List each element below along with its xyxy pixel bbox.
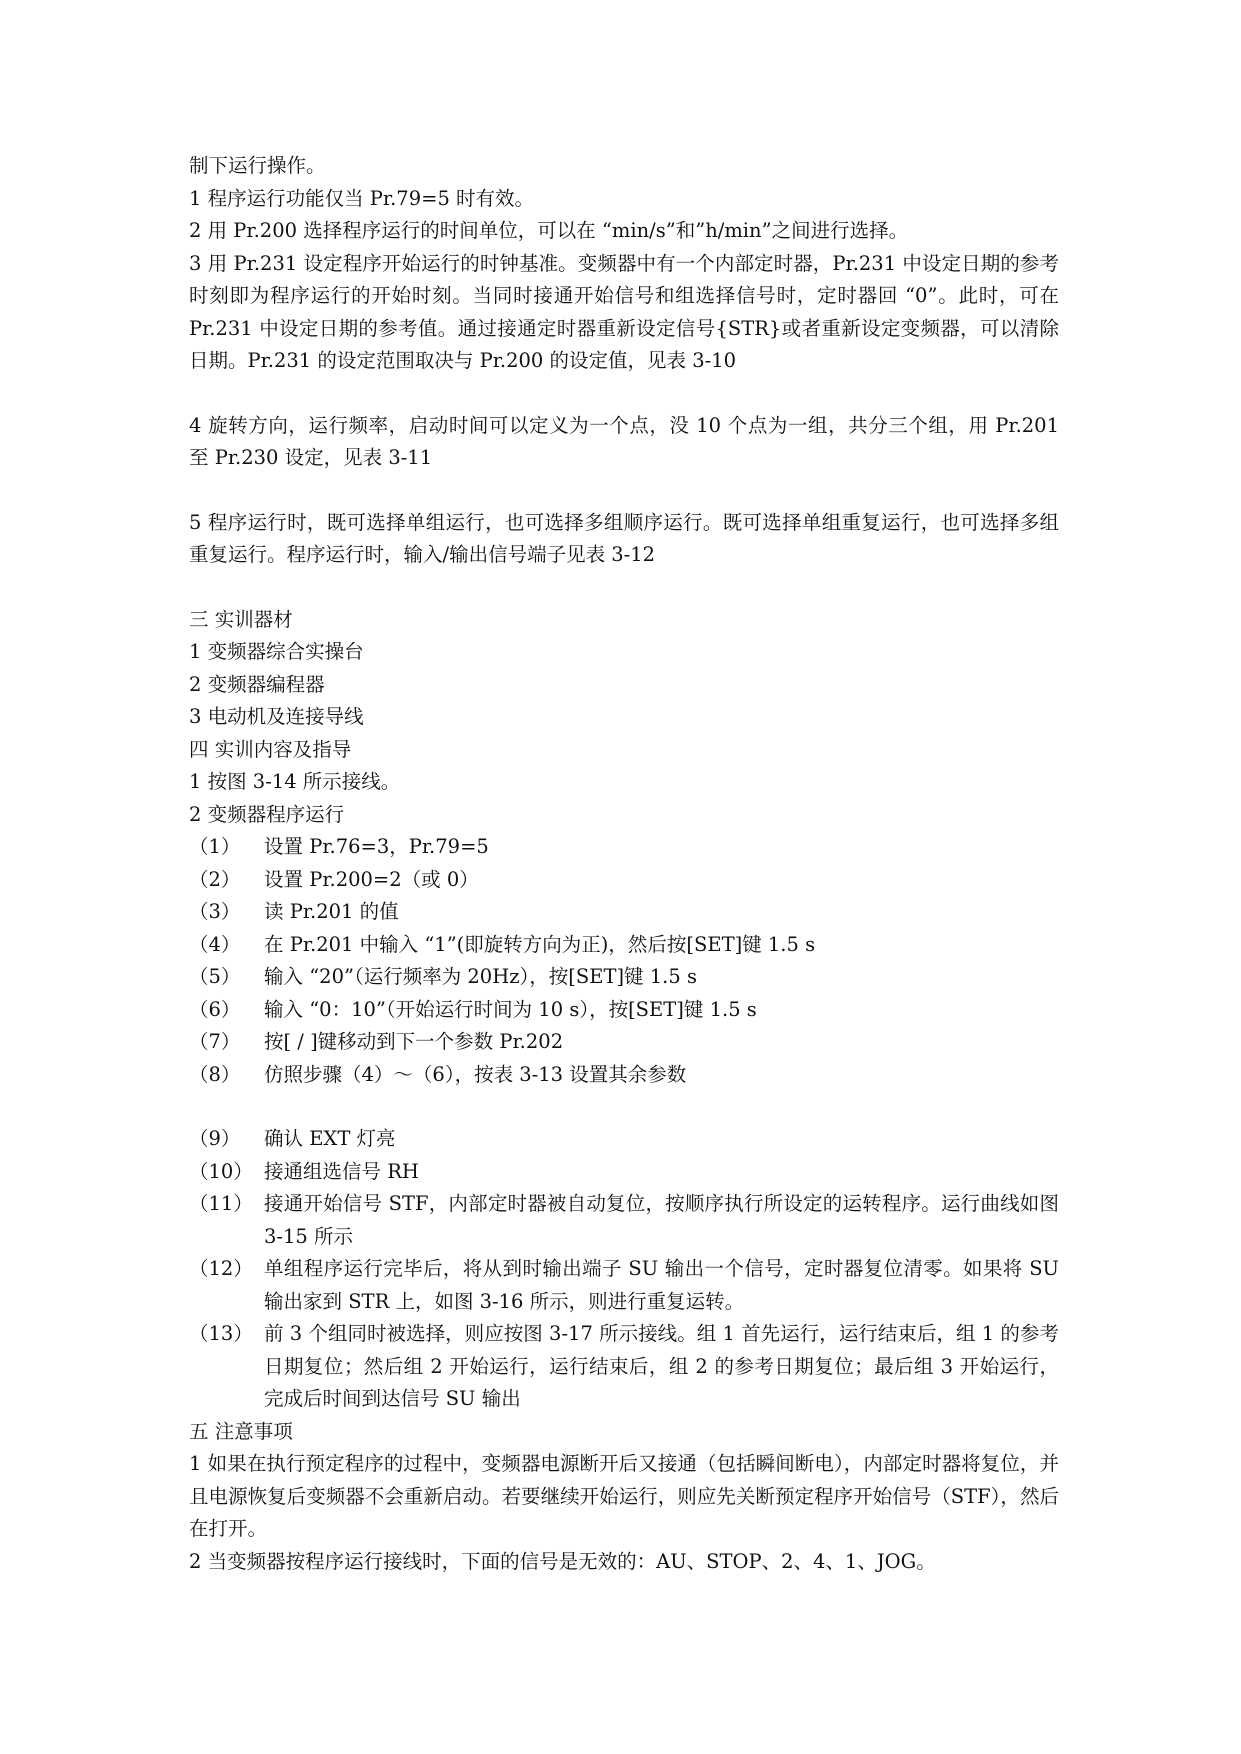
blank-line bbox=[189, 572, 1059, 604]
content-item: 2 变频器程序运行 bbox=[189, 802, 345, 826]
step-number: （7） bbox=[189, 1030, 241, 1053]
blank-line bbox=[189, 1091, 1059, 1123]
section-heading-notes: 五 注意事项 bbox=[189, 1419, 293, 1443]
step-item bbox=[189, 994, 1059, 1027]
step-text: 确认 EXT 灯亮 bbox=[264, 1127, 396, 1150]
step-text: 设置 Pr.200=2（或 0） bbox=[264, 867, 479, 891]
step-text: 设置 Pr.76=3，Pr.79=5 bbox=[264, 835, 489, 858]
step-text: 按[ / ]键移动到下一个参数 Pr.202 bbox=[264, 1030, 564, 1053]
step-number: （9） bbox=[189, 1127, 241, 1150]
step-item bbox=[189, 929, 1059, 962]
step-item bbox=[189, 831, 1059, 864]
blank-line bbox=[189, 475, 1059, 507]
intro-item-3: 3 用 Pr.231 设定程序开始运行的时钟基准。变频器中有一个内部定时器，Pr.231 中设定日期的参考时刻即为程序运行的开始时刻。当同时接通开始信号和组选择信号时，定时器回 “0”。此时，可在 Pr.231 中设定日期的参考值。通过接通定时器重新设定信号{STR}或者重新设定变频器，可以清除日期。Pr.231 的设定范围取决与 Pr.200 的设定值，见表 3-10 bbox=[189, 251, 1059, 372]
equipment-item: 3 电动机及连接导线 bbox=[189, 705, 364, 728]
equipment-item: 2 变频器编程器 bbox=[189, 672, 325, 696]
intro-continuation: 制下运行操作。 bbox=[189, 154, 326, 177]
content-item: 1 按图 3-14 所示接线。 bbox=[189, 770, 401, 793]
step-number: （3） bbox=[189, 900, 241, 923]
step-item bbox=[189, 864, 1059, 897]
step-text: 单组程序运行完毕后，将从到时输出端子 SU 输出一个信号，定时器复位清零。如果将 SU 输出家到 STR 上，如图 3-16 所示，则进行重复运转。 bbox=[264, 1257, 1059, 1313]
section-heading-equipment: 三 实训器材 bbox=[189, 607, 293, 631]
step-text: 接通组选信号 RH bbox=[264, 1159, 419, 1183]
step-number: （1） bbox=[189, 835, 241, 858]
step-text: 仿照步骤（4）～（6），按表 3-13 设置其余参数 bbox=[264, 1062, 687, 1086]
step-item bbox=[189, 1156, 1059, 1189]
step-text: 在 Pr.201 中输入 “1”(即旋转方向为正)，然后按[SET]键 1.5 s bbox=[264, 932, 816, 956]
equipment-item: 1 变频器综合实操台 bbox=[189, 640, 364, 663]
step-number: （11） bbox=[189, 1192, 253, 1215]
step-item bbox=[189, 1123, 1059, 1156]
step-item bbox=[189, 1253, 1059, 1318]
note-item: 1 如果在执行预定程序的过程中，变频器电源断开后又接通（包括瞬间断电），内部定时器将复位，并且电源恢复后变频器不会重新启动。若要继续开始运行，则应先关断预定程序开始信号（STF），然后在打开。 bbox=[189, 1452, 1059, 1540]
step-number: （13） bbox=[189, 1322, 253, 1345]
intro-item-5: 5 程序运行时，既可选择单组运行，也可选择多组顺序运行。既可选择单组重复运行，也可选择多组重复运行。程序运行时，输入/输出信号端子见表 3-12 bbox=[189, 510, 1059, 566]
step-number: （12） bbox=[189, 1257, 253, 1280]
step-text: 前 3 个组同时被选择，则应按图 3-17 所示接线。组 1 首先运行，运行结束后，组 1 的参考日期复位；然后组 2 开始运行，运行结束后，组 2 的参考日期复位；最后组 3 开始运行，完成后时间到达信号 SU 输出 bbox=[264, 1322, 1059, 1410]
intro-item-1: 1 程序运行功能仅当 Pr.79=5 时有效。 bbox=[189, 186, 535, 210]
step-item bbox=[189, 1318, 1059, 1416]
note-item: 2 当变频器按程序运行接线时，下面的信号是无效的：AU、STOP、2、4、1、JOG。 bbox=[189, 1549, 936, 1573]
step-text: 读 Pr.201 的值 bbox=[264, 900, 399, 923]
step-item bbox=[189, 896, 1059, 929]
step-text: 接通开始信号 STF，内部定时器被自动复位，按顺序执行所设定的运转程序。运行曲线如图 3-15 所示 bbox=[264, 1192, 1059, 1248]
section-heading-content: 四 实训内容及指导 bbox=[189, 737, 352, 761]
step-item bbox=[189, 961, 1059, 994]
step-number: （6） bbox=[189, 997, 241, 1021]
step-text: 输入 “20”（运行频率为 20Hz），按[SET]键 1.5 s bbox=[264, 965, 697, 988]
step-item bbox=[189, 1188, 1059, 1253]
blank-line bbox=[189, 378, 1059, 410]
step-item bbox=[189, 1026, 1059, 1059]
step-number: （5） bbox=[189, 965, 241, 988]
step-text: 输入 “0：10”（开始运行时间为 10 s），按[SET]键 1.5 s bbox=[264, 997, 757, 1021]
step-number: （8） bbox=[189, 1062, 241, 1086]
step-number: （4） bbox=[189, 932, 241, 956]
intro-item-2: 2 用 Pr.200 选择程序运行的时间单位，可以在 “min/s”和”h/min”之间进行选择。 bbox=[189, 219, 909, 242]
document-page bbox=[189, 150, 1059, 1578]
intro-item-4: 4 旋转方向，运行频率，启动时间可以定义为一个点，没 10 个点为一组，共分三个组，用 Pr.201 至 Pr.230 设定，见表 3-11 bbox=[189, 413, 1059, 469]
step-number: （10） bbox=[189, 1159, 253, 1183]
step-item bbox=[189, 1059, 1059, 1092]
step-number: （2） bbox=[189, 867, 241, 891]
